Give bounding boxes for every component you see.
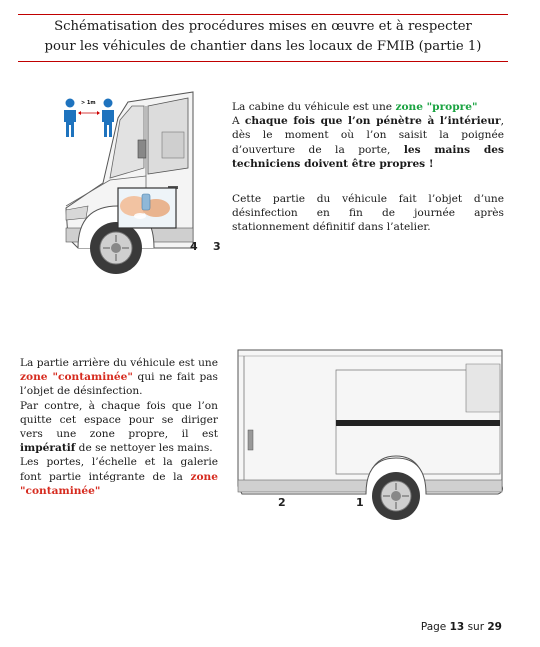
distance-arrow-icon [78,110,100,116]
page-number: 13 [449,621,465,633]
zone-clean-label: zone "propre" [395,101,478,113]
person-icon-right [100,98,116,138]
page-footer: Page 13 sur 29 [420,621,502,633]
cabin-paragraph-2: Cette partie du véhicule fait l’objet d’une désinfection en fin de journée après stationnement définitif dans l’atelier. [232,193,504,234]
door-number-3: 3 [213,240,221,253]
page-total: 29 [487,621,502,633]
title-line-1: Schématisation des procédures mises en œuvre et à respecter [54,19,472,34]
van-cabin-illustration [58,88,258,288]
zone-contaminated-label: zone "contaminée" [20,371,133,384]
distance-label: > 1m [81,100,96,106]
zone-contaminated-label-2: zone "contaminée" [20,470,218,497]
door-number-1: 1 [356,496,364,509]
van-rear-illustration [236,346,504,526]
door-number-4: 4 [190,240,198,253]
cabin-paragraph-1: La cabine du véhicule est une zone "propre" A chaque fois que l’on pénètre à l’intérieur, dès le moment où l’on saisit la poignée d’ouverture de la porte, les mains des techniciens doivent être propres ! [232,101,504,170]
person-icon-left [62,98,78,138]
title-line-2: pour les véhicules de chantier dans les locaux de FMIB (partie 1) [44,39,482,54]
page-title [18,14,508,62]
door-number-2: 2 [278,496,286,509]
rear-paragraph: La partie arrière du véhicule est une zone "contaminée" qui ne fait pas l’objet de désinfection. Par contre, à chaque fois que l’on quitte cet espace pour se diriger vers une zone propre, il est impératif de se nettoyer les mains. Les portes, l’échelle et la galerie font partie intégrante de la zone "contaminée" [20,357,218,497]
